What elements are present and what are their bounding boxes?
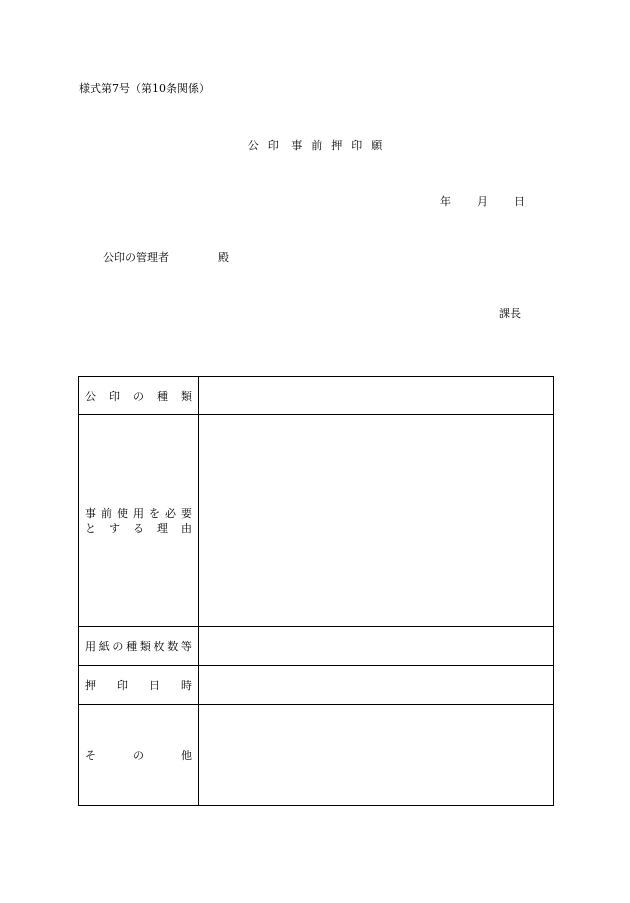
label-char: 押 — [85, 679, 96, 692]
field-reason[interactable] — [199, 415, 554, 627]
date-month-label: 月 — [477, 195, 488, 208]
table-row — [79, 377, 554, 415]
title-char: 公 — [247, 139, 259, 152]
field-other[interactable] — [199, 705, 554, 806]
label-char: 用 — [133, 506, 144, 520]
label-char: 用 — [85, 640, 96, 653]
label-char: 公 — [85, 389, 96, 403]
label-char: 類 — [181, 389, 192, 403]
label-char: 由 — [181, 521, 192, 535]
label-char: の — [133, 749, 144, 762]
label-char: そ — [85, 749, 96, 762]
date-day-label: 日 — [514, 195, 525, 208]
label-char: 印 — [109, 389, 120, 403]
title-char: 願 — [371, 139, 383, 152]
form-number: 様式第7号（第10条関係） — [79, 82, 210, 95]
label-char: す — [109, 521, 120, 535]
label-char: 類 — [139, 640, 151, 653]
label-char: 種 — [157, 389, 168, 403]
title-char: 前 — [311, 139, 323, 152]
field-seal-type[interactable] — [199, 377, 554, 415]
sender-title: 課長 — [499, 307, 521, 320]
table-row — [79, 415, 554, 627]
label-char: 理 — [157, 521, 168, 535]
date-line — [440, 193, 525, 209]
title-char: 事 — [291, 139, 303, 152]
table-row — [79, 666, 554, 705]
table-row — [79, 705, 554, 806]
application-form-table — [78, 376, 554, 806]
label-char: の — [133, 389, 144, 403]
label-char: 前 — [101, 506, 112, 520]
label-char: 使 — [117, 506, 128, 520]
label-char: 日 — [149, 679, 160, 692]
label-char: る — [133, 521, 144, 535]
label-seal-type — [79, 377, 199, 415]
date-year-label: 年 — [440, 195, 451, 208]
addressee-name: 公印の管理者 — [103, 251, 169, 264]
addressee-honorific: 殿 — [218, 251, 229, 264]
label-char: 要 — [181, 506, 192, 520]
label-char: 種 — [126, 640, 138, 653]
label-char: 数 — [167, 640, 179, 653]
label-char: 印 — [117, 679, 128, 692]
title-char: 押 — [331, 139, 343, 152]
label-char: 必 — [165, 506, 176, 520]
label-char: と — [85, 521, 96, 535]
label-char: 時 — [181, 679, 192, 692]
label-char: 枚 — [153, 640, 165, 653]
label-other — [79, 705, 199, 806]
label-char: 紙 — [98, 640, 110, 653]
label-char: を — [149, 506, 160, 520]
label-char: 事 — [85, 506, 96, 520]
field-seal-datetime[interactable] — [199, 666, 554, 705]
label-reason — [79, 415, 199, 627]
table-row — [79, 627, 554, 666]
label-char: 他 — [181, 749, 192, 762]
field-paper-type-count[interactable] — [199, 627, 554, 666]
label-char: の — [112, 640, 124, 653]
title-char: 印 — [267, 139, 279, 152]
document-title — [0, 137, 630, 153]
title-char: 印 — [351, 139, 363, 152]
label-paper-type-count — [79, 627, 199, 666]
label-char: 等 — [180, 640, 192, 653]
label-seal-datetime — [79, 666, 199, 705]
